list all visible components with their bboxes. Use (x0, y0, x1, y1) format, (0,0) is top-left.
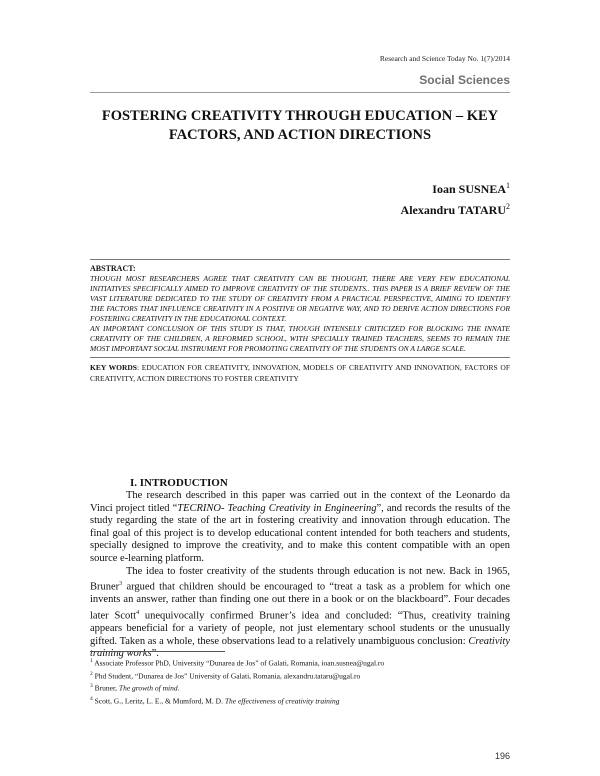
text-run: The research described in this paper was carried out in the context of the Leonardo da Vinci project titled “ (90, 490, 510, 514)
author-name: Ioan SUSNEA (432, 182, 506, 196)
section-divider (90, 92, 510, 93)
footnote-ref[interactable]: 4 (136, 609, 140, 616)
title-line-1: FOSTERING CREATIVITY THROUGH EDUCATION – KEY (101, 108, 499, 124)
footnote-divider (90, 651, 225, 652)
footnote (90, 656, 510, 669)
footnote-title: The growth of mind. (118, 683, 180, 693)
project-title: TECRINO- Teaching Creativity in Engineering (177, 502, 377, 514)
keywords-text: : EDUCATION FOR CREATIVITY, INNOVATION, MODELS OF CREATIVITY AND INNOVATION, FACTORS OF CREATIVITY, ACTION DIRECTIONS TO FOSTER CREATIVITY (90, 363, 510, 383)
section-label: Social Sciences (419, 73, 510, 87)
page-number: 196 (494, 751, 510, 761)
abstract-box (90, 259, 510, 358)
emphasis: Creativity training works (90, 635, 510, 660)
keywords-label: KEY WORDS (90, 363, 137, 372)
footnote (90, 694, 510, 707)
footnote-text: Bruner, (92, 683, 119, 693)
footnote (90, 669, 510, 682)
text-run: ”. (151, 648, 159, 660)
abstract-paragraph-2: AN IMPORTANT CONCLUSION OF THIS STUDY IS THAT, THOUGH INTENSELY CRITICIZED FOR BLOCKING THE INNATE CREATIVITY OF THE CHILDREN, A REFORMED SCHOOL, WITH SPECIALLY TRAINED TEACHERS, SEEMS TO REMAIN THE MOST IMPORTANT SOCIAL INSTRUMENT FOR PROMOTING CREATIVITY OF THE STUDENTS ON A LARGE SCALE. (90, 324, 510, 353)
footnote-text: Associate Professor PhD, University “Dunarea de Jos” of Galati, Romania, ioan.susnea@ugal.ro (92, 658, 385, 668)
section-heading-introduction: I. INTRODUCTION (130, 477, 228, 489)
footnotes (90, 656, 510, 707)
paper-title (90, 107, 510, 145)
footnote-mark: 4 (90, 696, 93, 703)
text-run: argued that children should be encouraged to “treat a task as a problem for which one invents an answer, rather than finding one out there in a book or on the blackboard”. Four decades later Scott (90, 581, 510, 622)
footnote-text: Phd Student, “Dunarea de Jos” University of Galati, Romania, alexandru.tataru@ugal.ro (92, 671, 361, 681)
journal-header: Research and Science Today No. 1(7)/2014 (379, 54, 510, 63)
authors-block (401, 177, 510, 219)
text-run: The idea to foster creativity of the students through education is not new. Back in 1965, Bruner (90, 565, 510, 593)
text-run: ”, and records the results of the study regarding the state of the art in fostering creativity and innovation through education. The final goal of this project is to develop educational content intended for both teachers and students, specially designed to improve the creativity, and to make this content compatible with an open source e-learning platform. (90, 502, 510, 564)
author-2 (401, 198, 510, 219)
paragraph-1 (90, 490, 510, 566)
body-text (90, 490, 510, 661)
footnote (90, 681, 510, 694)
abstract-paragraph-1: THOUGH MOST RESEARCHERS AGREE THAT CREATIVITY CAN BE THOUGHT, THERE ARE VERY FEW EDUCATIONAL INITIATIVES SPECIFICALLY AIMED TO IMPROVE CREATIVITY OF THE STUDENTS.. THIS PAPER IS A BRIEF REVIEW OF THE VAST LITERATURE DEDICATED TO THE STUDY OF CREATIVITY FROM A PRACTICAL PERSPECTIVE, AIMING TO IDENTIFY THE FACTORS THAT INFLUENCE CREATIVITY IN A POSITIVE OR NEGATIVE WAY, AND TO DERIVE ACTION DIRECTIONS FOR FOSTERING CREATIVITY IN THE EDUCATIONAL CONTEXT. (90, 274, 510, 323)
footnote-mark: 3 (90, 683, 93, 690)
paragraph-2 (90, 566, 510, 661)
keywords (90, 363, 510, 384)
footnote-mark: 1 (90, 658, 93, 664)
footnote-title: The effectiveness of creativity training (224, 696, 340, 706)
footnote-mark: 2 (90, 670, 93, 677)
footnote-ref[interactable]: 3 (119, 581, 123, 588)
footnote-text: Scott, G., Leritz, L. E., & Mumford, M. D. (92, 696, 225, 706)
abstract-label: ABSTRACT: (90, 264, 136, 273)
author-name: Alexandru TATARU (400, 203, 506, 217)
text-run: unequivocally confirmed Bruner’s idea and concluded: “Thus, creativity training appears beneficial for a variety of people, not just elementary school students or the unusually gifted. Taken as a whole, these observations lead to a relatively unambiguous conclusion: (90, 610, 510, 647)
author-footnote-mark: 2 (506, 202, 510, 211)
author-1 (401, 177, 510, 198)
author-footnote-mark: 1 (506, 181, 510, 190)
title-line-2: FACTORS, AND ACTION DIRECTIONS (168, 127, 432, 143)
